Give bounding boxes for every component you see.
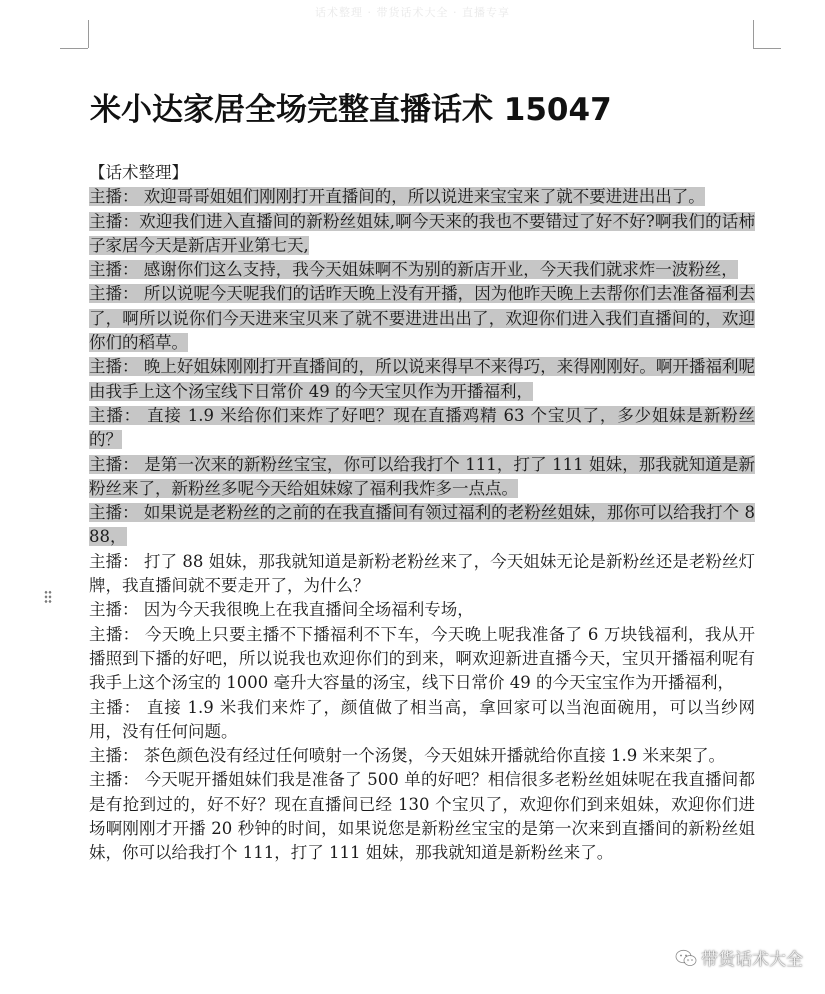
paragraph[interactable] <box>89 768 755 865</box>
paragraph[interactable] <box>89 550 755 599</box>
highlighted-text <box>89 284 755 352</box>
paragraph[interactable] <box>89 210 755 259</box>
speaker-label: 主播： <box>89 624 140 644</box>
paragraph[interactable] <box>89 258 755 282</box>
paragraph-text <box>89 600 474 619</box>
paragraph[interactable] <box>89 404 755 453</box>
paragraph[interactable] <box>89 501 755 550</box>
paragraph-content: 所以说呢今天呢我们的话昨天晚上没有开播，因为他昨天晚上去帮你们去准备福利去了，啊所以说你们今天进来宝贝来了就不要进进出出了，欢迎你们进入我们直播间的，欢迎你们的稻草。 <box>89 284 756 353</box>
paragraph[interactable] <box>89 598 755 622</box>
paragraph-text <box>89 746 725 765</box>
highlighted-text <box>89 260 738 279</box>
highlighted-text <box>89 357 755 400</box>
speaker-label: 主播： <box>89 211 140 231</box>
crop-mark-top-right-horizontal <box>753 48 781 49</box>
speaker-label: 主播： <box>89 600 139 620</box>
speaker-label: 主播： <box>89 405 141 425</box>
paragraph-content: 是第一次来的新粉丝宝宝，你可以给我打个 111，打了 111 姐妹，那我就知道是新粉丝来了，新粉丝多呢今天给姐妹嫁了福利我炸多一点点。 <box>89 454 756 498</box>
paragraph-content: 欢迎我们进入直播间的新粉丝姐妹,啊今天来的我也不要错过了好不好?啊我们的话柿子家居今天是新店开业第七天, <box>89 211 756 255</box>
paragraph-text <box>89 552 755 595</box>
paragraph[interactable] <box>89 282 755 355</box>
paragraph-content: 打了 88 姐妹，那我就知道是新粉老粉丝来了，今天姐妹无论是新粉丝还是老粉丝灯牌，我直播间就不要走开了，为什么？ <box>89 551 755 596</box>
highlighted-text <box>89 455 755 498</box>
paragraph-content: 直接 1.9 米给你们来炸了好吧？现在直播鸡精 63 个宝贝了，多少姐妹是新粉丝的？ <box>89 405 756 450</box>
paragraph-text <box>89 625 755 693</box>
paragraph-content: 直接 1.9 米我们来炸了，颜值做了相当高，拿回家可以当泡面碗用，可以当纱网用，没有任何问题。 <box>89 697 755 741</box>
paragraph[interactable] <box>89 185 755 209</box>
highlighted-text <box>89 187 705 206</box>
speaker-label: 主播： <box>89 770 140 790</box>
speaker-label: 主播： <box>89 503 139 523</box>
paragraph[interactable] <box>89 453 755 502</box>
highlighted-text <box>89 212 755 255</box>
paragraph-list <box>89 185 755 865</box>
paragraph-content: 欢迎哥哥姐姐们刚刚打开直播间的，所以说进来宝宝来了就不要进进出出了。 <box>138 187 705 207</box>
speaker-label: 主播： <box>89 187 139 207</box>
paragraph[interactable] <box>89 355 755 404</box>
faint-header-watermark: 话术整理 · 带货话术大全 · 直播专享 <box>315 6 510 19</box>
paragraph[interactable] <box>89 623 755 696</box>
document-title[interactable]: 米小达家居全场完整直播话术 15047 <box>90 92 612 128</box>
section-label[interactable]: 【话术整理】 <box>89 163 188 182</box>
paragraph-content: 感谢你们这么支持，我今天姐妹啊不为别的新店开业，今天我们就求炸一波粉丝， <box>138 260 738 280</box>
speaker-label: 主播： <box>89 454 139 474</box>
paragraph[interactable] <box>89 744 755 768</box>
drag-handle-icon[interactable] <box>44 590 52 604</box>
document-body[interactable] <box>89 161 755 866</box>
watermark-text: 带货话术大全 <box>701 950 803 970</box>
paragraph-content: 茶色颜色没有经过任何喷射一个汤煲，今天姐妹开播就给你直接 1.9 米来架了。 <box>138 746 725 766</box>
speaker-label: 主播： <box>89 697 141 717</box>
crop-mark-top-left-horizontal <box>60 48 88 49</box>
highlighted-text <box>89 406 755 449</box>
paragraph-content: 今天晚上只要主播不下播福利不下车，今天晚上呢我准备了 6 万块钱福利，我从开播照到下播的好吧，所以说我也欢迎你们的到来，啊欢迎新进直播今天，宝贝开播福利呢有我手上这个汤宝的 1000 毫升大容量的汤宝，线下日常价 49 的今天宝宝作为开播福利， <box>89 624 756 693</box>
speaker-label: 主播： <box>89 551 139 571</box>
paragraph-content: 晚上好姐妹刚刚打开直播间的，所以说来得早不来得巧，来得刚刚好。啊开播福利呢由我手上这个汤宝线下日常价 49 的今天宝贝作为开播福利， <box>89 357 756 401</box>
paragraph-content: 今天呢开播姐妹们我是准备了 500 单的好吧？相信很多老粉丝姐妹呢在我直播间都是有抢到过的，好不好？现在直播间已经 130 个宝贝了，欢迎你们到来姐妹，欢迎你们进场啊刚刚才开播 20 秒钟的时间，如果说您是新粉丝宝宝的是第一次来到直播间的新粉丝姐妹，你可以给我打个 111，打了 111 姐妹，那我就知道是新粉丝来了。 <box>89 770 755 863</box>
paragraph-content: 如果说是老粉丝的之前的在我直播间有领过福利的老粉丝姐妹，那你可以给我打个 888， <box>89 503 756 547</box>
crop-mark-top-left-vertical <box>88 20 89 48</box>
wechat-icon <box>675 949 697 967</box>
speaker-label: 主播： <box>89 260 139 280</box>
highlighted-text <box>89 503 755 546</box>
paragraph[interactable] <box>89 696 755 745</box>
speaker-label: 主播： <box>89 357 139 377</box>
speaker-label: 主播： <box>89 284 139 304</box>
paragraph-content: 因为今天我很晚上在我直播间全场福利专场， <box>138 600 474 620</box>
paragraph-text <box>89 698 755 741</box>
speaker-label: 主播： <box>89 746 139 766</box>
crop-mark-top-right-vertical <box>753 20 754 48</box>
paragraph-text <box>89 770 755 862</box>
wechat-watermark <box>675 945 803 970</box>
